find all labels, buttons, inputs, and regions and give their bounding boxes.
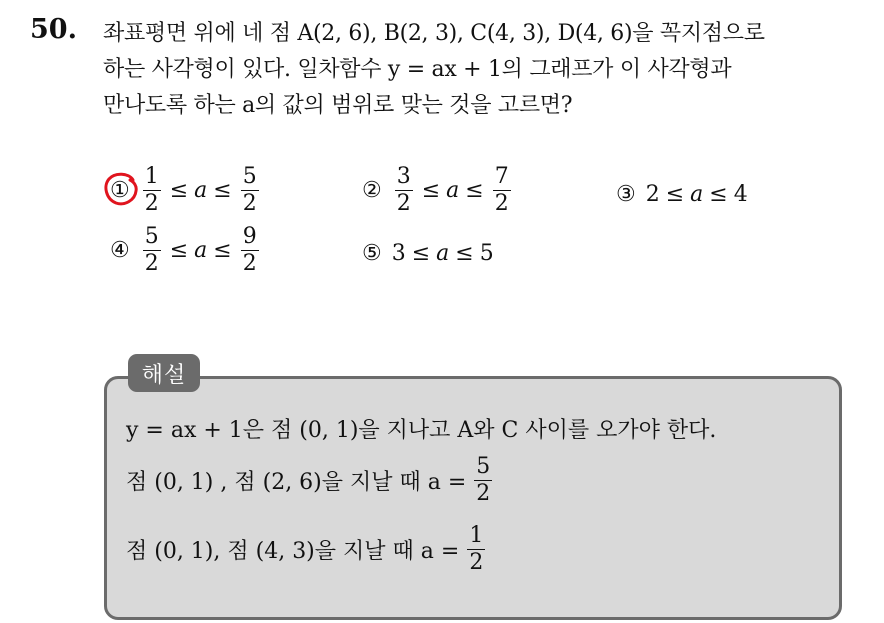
choice-1[interactable]: ① $\frac{1}{2}$ ≤ a ≤ $\frac{5}{2}$	[110, 166, 262, 215]
choice-1-mark: ①	[110, 178, 130, 203]
choice-2-mark: ②	[362, 178, 382, 203]
solution-line-2-fraction: $\frac{5}{2}$	[476, 454, 491, 506]
choice-3-upper: 4	[733, 182, 748, 207]
solution-line-3-fraction: $\frac{1}{2}$	[469, 523, 484, 575]
choice-5-upper: 5	[479, 241, 494, 266]
choice-5-lower: 3	[391, 241, 406, 266]
choice-3[interactable]: ③ 2 ≤ a ≤ 4	[616, 182, 748, 207]
choice-4-mark: ④	[110, 238, 130, 263]
choice-4[interactable]: ④ $\frac{5}{2}$ ≤ a ≤ $\frac{9}{2}$	[110, 224, 257, 276]
problem-number: 50.	[30, 14, 77, 45]
choice-1-lower-fraction: $\frac{1}{2}$	[144, 164, 159, 216]
solution-line-3-text: 점 (0, 1), 점 (4, 3)을 지날 때 a =	[126, 539, 460, 564]
solution-line-2	[126, 456, 495, 505]
choice-2[interactable]: ② $\frac{3}{2}$ ≤ a ≤ $\frac{7}{2}$	[362, 164, 509, 216]
stem-line-3: 만나도록 하는 a의 값의 범위로 맞는 것을 고르면?	[103, 93, 573, 118]
choice-1-upper-fraction: $\frac{5}{2}$	[242, 164, 257, 216]
solution-line-3	[126, 525, 488, 574]
choice-3-lower: 2	[645, 182, 660, 207]
choice-4-lower-fraction: $\frac{5}{2}$	[144, 224, 159, 276]
stem-line-2: 하는 사각형이 있다. 일차함수 y = ax + 1의 그래프가 이 사각형과	[103, 57, 732, 82]
choice-2-upper-fraction: $\frac{7}{2}$	[494, 164, 509, 216]
choice-4-upper-fraction: $\frac{9}{2}$	[242, 224, 257, 276]
problem-stem	[103, 16, 873, 124]
choice-2-lower-fraction: $\frac{3}{2}$	[396, 164, 411, 216]
solution-line-2-text: 점 (0, 1) , 점 (2, 6)을 지날 때 a =	[126, 470, 467, 495]
choice-5[interactable]: ⑤ 3 ≤ a ≤ 5	[362, 241, 494, 266]
solution-label: 해설	[128, 354, 200, 392]
stem-line-1: 좌표평면 위에 네 점 A(2, 6), B(2, 3), C(4, 3), D(4, 6)을 꼭지점으로	[103, 21, 765, 46]
solution-line-1: y = ax + 1은 점 (0, 1)을 지나고 A와 C 사이를 오가야 한다.	[126, 418, 717, 443]
choice-5-mark: ⑤	[362, 241, 382, 266]
choice-3-mark: ③	[616, 182, 636, 207]
